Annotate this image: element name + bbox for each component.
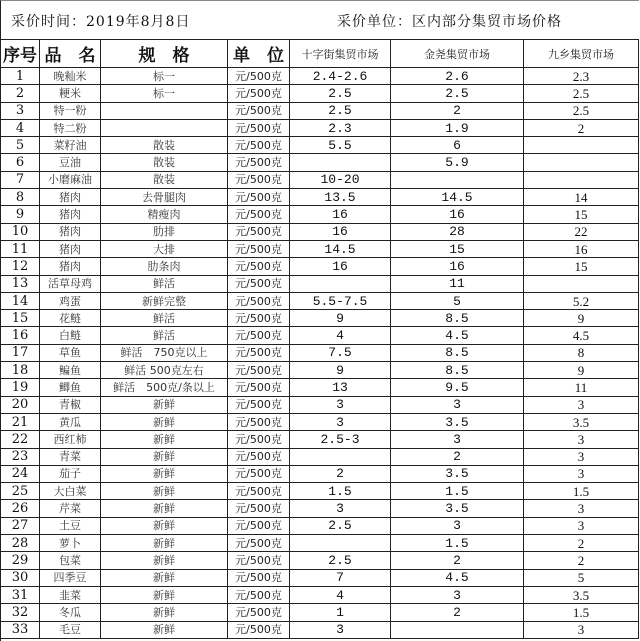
row-price-jiuxiang: 2.3 [524, 68, 639, 85]
row-unit: 元/500克 [228, 119, 290, 136]
row-price-shizijie: 2.5 [290, 517, 391, 534]
table-row [1, 396, 639, 413]
row-seq: 15 [1, 310, 40, 327]
row-unit: 元/500克 [228, 604, 290, 621]
row-spec: 新鲜 [101, 552, 228, 569]
table-row [1, 517, 639, 534]
row-price-shizijie: 9 [290, 362, 391, 379]
row-price-jinyao: 2 [391, 552, 524, 569]
row-price-shizijie: 1 [290, 604, 391, 621]
row-unit: 元/500克 [228, 413, 290, 430]
table-row [1, 189, 639, 206]
row-unit: 元/500克 [228, 171, 290, 188]
row-seq: 33 [1, 621, 40, 638]
table-row [1, 362, 639, 379]
table-body [1, 68, 639, 639]
row-price-jinyao: 3 [391, 396, 524, 413]
row-item-name: 草鱼 [40, 344, 101, 361]
row-price-jinyao: 15 [391, 240, 524, 257]
table-row [1, 240, 639, 257]
row-item-name: 猪肉 [40, 223, 101, 240]
row-spec: 新鲜 [101, 500, 228, 517]
row-price-jiuxiang: 22 [524, 223, 639, 240]
row-seq: 29 [1, 552, 40, 569]
row-price-jiuxiang: 8 [524, 344, 639, 361]
row-price-jinyao: 2 [391, 102, 524, 119]
row-seq: 14 [1, 292, 40, 309]
row-item-name: 菜籽油 [40, 137, 101, 154]
row-price-jiuxiang [524, 171, 639, 188]
table-row [1, 552, 639, 569]
row-price-jiuxiang: 3.5 [524, 586, 639, 603]
row-price-jinyao: 6 [391, 137, 524, 154]
row-spec: 鲜活 750克以上 [101, 344, 228, 361]
row-price-shizijie: 10-20 [290, 171, 391, 188]
row-unit: 元/500克 [228, 362, 290, 379]
row-unit: 元/500克 [228, 85, 290, 102]
row-unit: 元/500克 [228, 379, 290, 396]
row-item-name: 小磨麻油 [40, 171, 101, 188]
row-price-jiuxiang [524, 275, 639, 292]
col-header-unit: 单 位 [228, 40, 290, 68]
row-item-name: 特一粉 [40, 102, 101, 119]
row-unit: 元/500克 [228, 258, 290, 275]
row-seq: 9 [1, 206, 40, 223]
table-row [1, 68, 639, 85]
row-price-jinyao: 8.5 [391, 344, 524, 361]
row-price-shizijie: 2.4-2.6 [290, 68, 391, 85]
collection-unit: 采价单位：区内部分集贸市场价格 [337, 14, 562, 30]
row-unit: 元/500克 [228, 431, 290, 448]
row-spec: 新鲜完整 [101, 292, 228, 309]
row-price-shizijie: 2.5-3 [290, 431, 391, 448]
row-item-name: 豆油 [40, 154, 101, 171]
row-price-jinyao: 3 [391, 586, 524, 603]
table-row [1, 258, 639, 275]
row-price-jinyao: 2 [391, 448, 524, 465]
row-price-jinyao: 8.5 [391, 362, 524, 379]
row-price-jinyao: 4.5 [391, 327, 524, 344]
row-spec: 鲜活 [101, 275, 228, 292]
row-item-name: 萝卜 [40, 535, 101, 552]
row-spec: 新鲜 [101, 586, 228, 603]
table-row [1, 535, 639, 552]
row-unit: 元/500克 [228, 240, 290, 257]
row-price-jiuxiang [524, 137, 639, 154]
row-item-name: 特二粉 [40, 119, 101, 136]
row-seq: 25 [1, 483, 40, 500]
row-spec: 新鲜 [101, 621, 228, 638]
row-price-jinyao: 9.5 [391, 379, 524, 396]
row-price-shizijie: 13 [290, 379, 391, 396]
row-price-jiuxiang: 11 [524, 379, 639, 396]
table-row [1, 310, 639, 327]
col-header-shizijie-market: 十字街集贸市场 [290, 40, 391, 68]
row-price-shizijie: 2.3 [290, 119, 391, 136]
row-spec: 新鲜 [101, 604, 228, 621]
row-price-jiuxiang: 1.5 [524, 604, 639, 621]
row-price-jiuxiang: 15 [524, 258, 639, 275]
row-item-name: 晚籼米 [40, 68, 101, 85]
row-item-name: 西红柿 [40, 431, 101, 448]
table-row [1, 275, 639, 292]
table-row [1, 119, 639, 136]
table-row [1, 137, 639, 154]
table-header-row [1, 40, 639, 68]
row-price-shizijie: 3 [290, 621, 391, 638]
table-row [1, 292, 639, 309]
col-header-jiuxiang-market: 九乡集贸市场 [524, 40, 639, 68]
row-price-jiuxiang: 4.5 [524, 327, 639, 344]
row-unit: 元/500克 [228, 552, 290, 569]
row-price-jinyao: 3.5 [391, 465, 524, 482]
row-unit: 元/500克 [228, 68, 290, 85]
table-row [1, 431, 639, 448]
row-price-jiuxiang: 3 [524, 621, 639, 638]
row-unit: 元/500克 [228, 586, 290, 603]
row-seq: 30 [1, 569, 40, 586]
row-item-name: 白鲢 [40, 327, 101, 344]
row-item-name: 鲫鱼 [40, 379, 101, 396]
row-spec: 新鲜 [101, 517, 228, 534]
row-price-jinyao: 3 [391, 431, 524, 448]
row-price-jinyao: 3 [391, 517, 524, 534]
row-price-jiuxiang: 3 [524, 396, 639, 413]
row-unit: 元/500克 [228, 396, 290, 413]
row-price-jinyao: 1.9 [391, 119, 524, 136]
table-row [1, 327, 639, 344]
row-price-shizijie: 2 [290, 465, 391, 482]
row-seq: 3 [1, 102, 40, 119]
row-unit: 元/500克 [228, 275, 290, 292]
row-seq: 7 [1, 171, 40, 188]
row-spec: 鲜活 500克/条以上 [101, 379, 228, 396]
row-price-jinyao: 28 [391, 223, 524, 240]
row-price-jinyao: 14.5 [391, 189, 524, 206]
row-price-jiuxiang: 15 [524, 206, 639, 223]
row-seq: 18 [1, 362, 40, 379]
row-price-shizijie [290, 535, 391, 552]
row-spec: 新鲜 [101, 413, 228, 430]
table-row [1, 413, 639, 430]
row-item-name: 土豆 [40, 517, 101, 534]
row-price-shizijie: 16 [290, 223, 391, 240]
row-price-jiuxiang: 2 [524, 119, 639, 136]
row-price-shizijie: 4 [290, 586, 391, 603]
row-seq: 13 [1, 275, 40, 292]
row-spec: 新鲜 [101, 396, 228, 413]
row-spec: 新鲜 [101, 483, 228, 500]
row-price-jiuxiang: 9 [524, 362, 639, 379]
row-price-jinyao: 1.5 [391, 535, 524, 552]
table-row [1, 483, 639, 500]
row-price-jiuxiang: 16 [524, 240, 639, 257]
row-seq: 8 [1, 189, 40, 206]
table-row [1, 604, 639, 621]
row-price-shizijie [290, 154, 391, 171]
table-row [1, 379, 639, 396]
row-unit: 元/500克 [228, 206, 290, 223]
row-price-jiuxiang: 2 [524, 535, 639, 552]
row-seq: 16 [1, 327, 40, 344]
table-row [1, 206, 639, 223]
row-spec: 肋排 [101, 223, 228, 240]
table-row [1, 102, 639, 119]
row-item-name: 鸡蛋 [40, 292, 101, 309]
row-price-jinyao: 2.6 [391, 68, 524, 85]
table-row [1, 154, 639, 171]
row-item-name: 粳米 [40, 85, 101, 102]
row-seq: 31 [1, 586, 40, 603]
title-row [1, 1, 638, 39]
row-spec: 散装 [101, 154, 228, 171]
row-spec: 标一 [101, 68, 228, 85]
price-table [0, 39, 639, 639]
row-unit: 元/500克 [228, 154, 290, 171]
row-price-jiuxiang: 5 [524, 569, 639, 586]
table-row [1, 621, 639, 638]
row-price-jiuxiang: 5.2 [524, 292, 639, 309]
row-unit: 元/500克 [228, 483, 290, 500]
table-row [1, 500, 639, 517]
row-price-jinyao: 1.5 [391, 483, 524, 500]
row-price-jinyao: 8.5 [391, 310, 524, 327]
row-seq: 32 [1, 604, 40, 621]
row-price-jiuxiang: 3 [524, 465, 639, 482]
row-item-name: 花鲢 [40, 310, 101, 327]
row-price-jinyao [391, 621, 524, 638]
row-spec: 新鲜 [101, 448, 228, 465]
row-item-name: 冬瓜 [40, 604, 101, 621]
col-header-spec: 规 格 [101, 40, 228, 68]
row-unit: 元/500克 [228, 292, 290, 309]
row-spec: 鲜活 [101, 327, 228, 344]
row-price-jinyao: 16 [391, 258, 524, 275]
row-spec: 鲜活 500克左右 [101, 362, 228, 379]
row-price-jinyao: 11 [391, 275, 524, 292]
row-price-shizijie: 1.5 [290, 483, 391, 500]
row-price-jinyao: 5 [391, 292, 524, 309]
row-spec [101, 102, 228, 119]
row-seq: 5 [1, 137, 40, 154]
row-spec [101, 119, 228, 136]
table-row [1, 223, 639, 240]
row-seq: 1 [1, 68, 40, 85]
row-price-jinyao: 4.5 [391, 569, 524, 586]
row-price-jinyao: 5.9 [391, 154, 524, 171]
row-spec: 精瘦肉 [101, 206, 228, 223]
row-spec: 新鲜 [101, 431, 228, 448]
row-seq: 22 [1, 431, 40, 448]
row-seq: 17 [1, 344, 40, 361]
row-unit: 元/500克 [228, 448, 290, 465]
row-price-shizijie: 5.5-7.5 [290, 292, 391, 309]
row-price-jiuxiang: 9 [524, 310, 639, 327]
row-price-shizijie: 2.5 [290, 85, 391, 102]
row-seq: 10 [1, 223, 40, 240]
row-seq: 12 [1, 258, 40, 275]
row-price-shizijie: 16 [290, 206, 391, 223]
row-unit: 元/500克 [228, 189, 290, 206]
row-price-shizijie: 7 [290, 569, 391, 586]
row-seq: 28 [1, 535, 40, 552]
row-seq: 21 [1, 413, 40, 430]
row-unit: 元/500克 [228, 102, 290, 119]
row-price-jinyao: 2 [391, 604, 524, 621]
collection-date: 采价时间：2019年8月8日 [11, 14, 191, 30]
row-seq: 23 [1, 448, 40, 465]
row-unit: 元/500克 [228, 535, 290, 552]
row-price-jinyao: 2.5 [391, 85, 524, 102]
row-price-shizijie: 4 [290, 327, 391, 344]
row-price-jiuxiang: 2 [524, 552, 639, 569]
row-price-jiuxiang [524, 154, 639, 171]
row-item-name: 毛豆 [40, 621, 101, 638]
row-item-name: 四季豆 [40, 569, 101, 586]
row-price-jiuxiang: 1.5 [524, 483, 639, 500]
row-unit: 元/500克 [228, 621, 290, 638]
row-price-jiuxiang: 3 [524, 448, 639, 465]
row-unit: 元/500克 [228, 223, 290, 240]
row-item-name: 包菜 [40, 552, 101, 569]
row-price-shizijie: 9 [290, 310, 391, 327]
row-item-name: 芹菜 [40, 500, 101, 517]
row-spec: 标一 [101, 85, 228, 102]
row-spec: 大排 [101, 240, 228, 257]
row-seq: 6 [1, 154, 40, 171]
row-price-shizijie: 14.5 [290, 240, 391, 257]
row-price-jiuxiang: 2.5 [524, 102, 639, 119]
table-row [1, 171, 639, 188]
row-unit: 元/500克 [228, 465, 290, 482]
row-price-shizijie [290, 275, 391, 292]
row-price-shizijie [290, 448, 391, 465]
row-item-name: 猪肉 [40, 189, 101, 206]
row-price-shizijie: 3 [290, 500, 391, 517]
row-item-name: 猪肉 [40, 258, 101, 275]
row-seq: 20 [1, 396, 40, 413]
row-unit: 元/500克 [228, 327, 290, 344]
row-seq: 24 [1, 465, 40, 482]
row-price-shizijie: 3 [290, 413, 391, 430]
row-price-shizijie: 13.5 [290, 189, 391, 206]
row-spec: 散装 [101, 137, 228, 154]
row-item-name: 韭菜 [40, 586, 101, 603]
row-price-shizijie: 16 [290, 258, 391, 275]
row-item-name: 茄子 [40, 465, 101, 482]
row-price-shizijie: 2.5 [290, 102, 391, 119]
row-seq: 19 [1, 379, 40, 396]
row-price-jiuxiang: 3 [524, 500, 639, 517]
col-header-seq: 序号 [1, 40, 40, 68]
row-price-jiuxiang: 3 [524, 431, 639, 448]
row-price-jinyao: 3.5 [391, 413, 524, 430]
table-row [1, 465, 639, 482]
row-seq: 11 [1, 240, 40, 257]
row-item-name: 猪肉 [40, 206, 101, 223]
row-spec: 鲜活 [101, 310, 228, 327]
col-header-jinyao-market: 金尧集贸市场 [391, 40, 524, 68]
row-seq: 27 [1, 517, 40, 534]
row-unit: 元/500克 [228, 137, 290, 154]
row-price-jiuxiang: 3.5 [524, 413, 639, 430]
row-price-shizijie: 5.5 [290, 137, 391, 154]
row-item-name: 青菜 [40, 448, 101, 465]
row-seq: 4 [1, 119, 40, 136]
row-price-jinyao: 3.5 [391, 500, 524, 517]
col-header-name: 品 名 [40, 40, 101, 68]
table-row [1, 85, 639, 102]
row-price-jiuxiang: 3 [524, 517, 639, 534]
row-price-jinyao: 16 [391, 206, 524, 223]
row-item-name: 大白菜 [40, 483, 101, 500]
row-item-name: 鳊鱼 [40, 362, 101, 379]
table-row [1, 344, 639, 361]
row-unit: 元/500克 [228, 500, 290, 517]
row-spec: 肋条肉 [101, 258, 228, 275]
row-unit: 元/500克 [228, 569, 290, 586]
row-item-name: 活草母鸡 [40, 275, 101, 292]
row-item-name: 青椒 [40, 396, 101, 413]
table-row [1, 586, 639, 603]
row-price-jiuxiang: 14 [524, 189, 639, 206]
row-price-jiuxiang: 2.5 [524, 85, 639, 102]
row-seq: 26 [1, 500, 40, 517]
row-price-shizijie: 2.5 [290, 552, 391, 569]
row-unit: 元/500克 [228, 310, 290, 327]
row-spec: 新鲜 [101, 535, 228, 552]
row-price-jinyao [391, 171, 524, 188]
table-row [1, 569, 639, 586]
row-item-name: 猪肉 [40, 240, 101, 257]
row-unit: 元/500克 [228, 517, 290, 534]
row-price-shizijie: 3 [290, 396, 391, 413]
row-unit: 元/500克 [228, 344, 290, 361]
row-seq: 2 [1, 85, 40, 102]
table-row [1, 448, 639, 465]
row-item-name: 黄瓜 [40, 413, 101, 430]
row-spec: 新鲜 [101, 465, 228, 482]
row-spec: 去骨腿肉 [101, 189, 228, 206]
row-price-shizijie: 7.5 [290, 344, 391, 361]
row-spec: 散装 [101, 171, 228, 188]
row-spec: 新鲜 [101, 569, 228, 586]
